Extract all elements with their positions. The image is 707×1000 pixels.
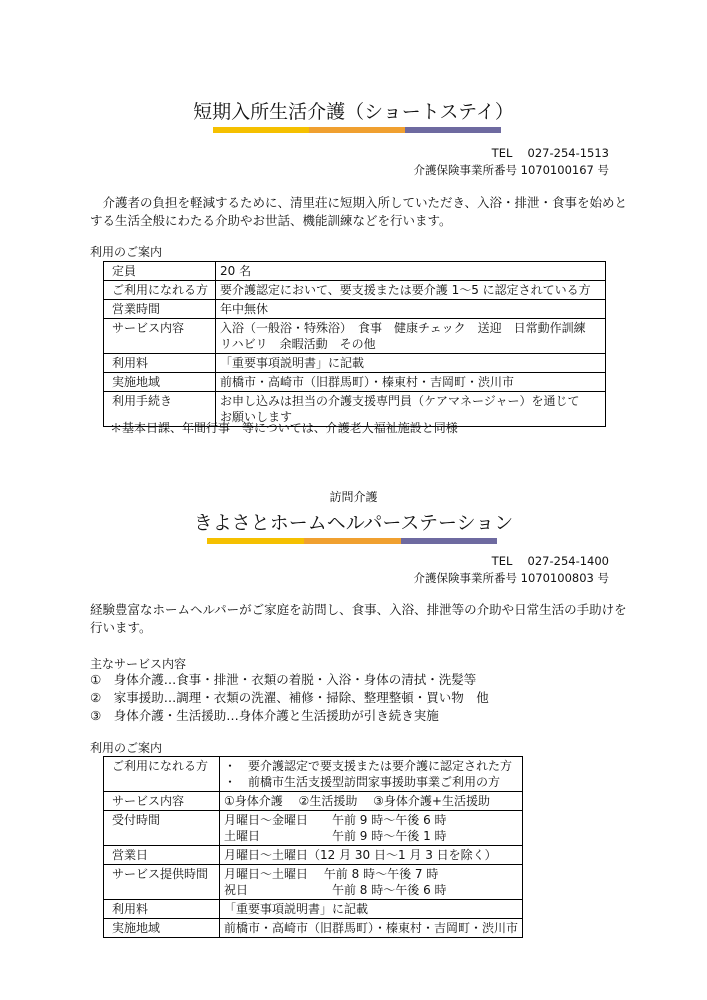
section1-license-number: 介護保険事業所番号 1070100167 号	[413, 163, 609, 177]
row-value-line: 20 名	[220, 264, 252, 278]
row-label: サービス提供時間	[104, 865, 220, 900]
row-value-line: リハビリ 余暇活動 その他	[220, 337, 376, 351]
row-label: サービス内容	[104, 319, 216, 354]
row-value-line: ・ 要介護認定で要支援または要介護に認定された方	[223, 759, 512, 773]
row-label: 営業日	[104, 846, 220, 865]
row-value	[219, 811, 522, 846]
row-value	[216, 262, 606, 281]
section2-license-number: 介護保険事業所番号 1070100803 号	[413, 571, 609, 585]
row-value-line: お申し込みは担当の介護支援専門員（ケアマネージャー）を通じて	[220, 394, 580, 408]
row-label: 実施地域	[104, 919, 220, 938]
row-label: 定員	[104, 262, 216, 281]
table-row	[104, 865, 523, 900]
section2-tel: TEL 027-254-1400	[491, 554, 609, 568]
table-row	[104, 846, 523, 865]
underline-orange-segment	[304, 538, 401, 544]
table-row	[104, 900, 523, 919]
row-label: ご利用になれる方	[104, 757, 220, 792]
row-value-line: 月曜日～土曜日（12 月 30 日～1 月 3 日を除く）	[223, 848, 497, 862]
row-value	[219, 757, 522, 792]
underline-yellow-segment	[207, 538, 304, 544]
section1-tel: TEL 027-254-1513	[491, 146, 609, 160]
underline-orange-segment	[309, 127, 405, 133]
row-value-line: 土曜日 午前 9 時～午後 1 時	[223, 829, 447, 843]
row-value	[216, 319, 606, 354]
table-row	[104, 792, 523, 811]
section2-services-label: 主なサービス内容	[90, 657, 187, 671]
row-value-line: 「重要事項説明書」に記載	[220, 356, 365, 370]
service-item-2: ② 家事援助…調理・衣類の洗濯、補修・掃除、整理整頓・買い物 他	[90, 690, 489, 705]
row-label: ご利用になれる方	[104, 281, 216, 300]
table-row	[104, 757, 523, 792]
section1-description: 介護者の負担を軽減するために、清里荘に短期入所していただき、入浴・排泄・食事を始めとする生活全般にわたる介助やお世話、機能訓練などを行います。	[90, 195, 628, 228]
section2-subtitle: 訪問介護	[329, 490, 378, 504]
row-value-line: 前橋市・高崎市（旧群馬町）・榛東村・吉岡町・渋川市	[223, 921, 518, 935]
underline-yellow-segment	[213, 127, 309, 133]
row-value	[219, 919, 522, 938]
underline-purple-segment	[405, 127, 501, 133]
row-label: 利用手続き	[104, 392, 216, 427]
row-label: 受付時間	[104, 811, 220, 846]
section2-info-table	[103, 756, 523, 938]
row-value-line: 月曜日～土曜日 午前 8 時～午後 7 時	[223, 867, 439, 881]
row-value	[219, 900, 522, 919]
section1-title: 短期入所生活介護（ショートステイ）	[193, 101, 514, 123]
row-value-line: 月曜日～金曜日 午前 9 時～午後 6 時	[223, 813, 447, 827]
table-row	[104, 373, 606, 392]
row-value-line: 祝日 午前 8 時～午後 6 時	[223, 883, 447, 897]
row-value	[219, 865, 522, 900]
row-value-line: 「重要事項説明書」に記載	[223, 902, 368, 916]
row-value	[219, 846, 522, 865]
row-value-line: 要介護認定において、要支援または要介護 1～5 に認定されている方	[220, 283, 591, 297]
table-row	[104, 919, 523, 938]
row-label: 実施地域	[104, 373, 216, 392]
service-item-3: ③ 身体介護・生活援助…身体介護と生活援助が引き続き実施	[90, 708, 439, 723]
section2-guide-label: 利用のご案内	[90, 741, 163, 755]
section2-title: きよさとホームヘルパーステーション	[193, 512, 514, 534]
table-row	[104, 354, 606, 373]
row-value	[216, 300, 606, 319]
row-label: 利用料	[104, 354, 216, 373]
row-value	[219, 792, 522, 811]
table-row	[104, 281, 606, 300]
row-value-line: お願いします	[220, 410, 293, 424]
row-label: サービス内容	[104, 792, 220, 811]
row-value-line: ①身体介護 ②生活援助 ③身体介護+生活援助	[223, 794, 490, 808]
section2-description: 経験豊富なホームヘルパーがご家庭を訪問し、食事、入浴、排泄等の介助や日常生活の手助けを行います。	[90, 602, 627, 635]
table-row	[104, 300, 606, 319]
section1-title-underline	[213, 127, 501, 133]
table-row	[104, 262, 606, 281]
section2-title-underline	[207, 538, 497, 544]
row-value	[216, 281, 606, 300]
section1-info-table	[103, 261, 606, 427]
service-item-1: ① 身体介護…食事・排泄・衣類の着脱・入浴・身体の清拭・洗髪等	[90, 672, 477, 687]
section1-note: ＊基本日課、年間行事 等については、介護老人福祉施設と同様	[110, 421, 458, 435]
table-row	[104, 319, 606, 354]
table-row	[104, 811, 523, 846]
row-value-line: 年中無休	[220, 302, 269, 316]
row-label: 利用料	[104, 900, 220, 919]
row-value	[216, 354, 606, 373]
row-value	[216, 373, 606, 392]
underline-purple-segment	[401, 538, 497, 544]
row-value-line: 入浴（一般浴・特殊浴） 食事 健康チェック 送迎 日常動作訓練	[220, 321, 586, 335]
row-label: 営業時間	[104, 300, 216, 319]
row-value-line: ・ 前橋市生活支援型訪問家事援助事業ご利用の方	[223, 775, 500, 789]
section1-guide-label: 利用のご案内	[90, 245, 163, 259]
row-value-line: 前橋市・高崎市（旧群馬町）・榛東村・吉岡町・渋川市	[220, 375, 515, 389]
